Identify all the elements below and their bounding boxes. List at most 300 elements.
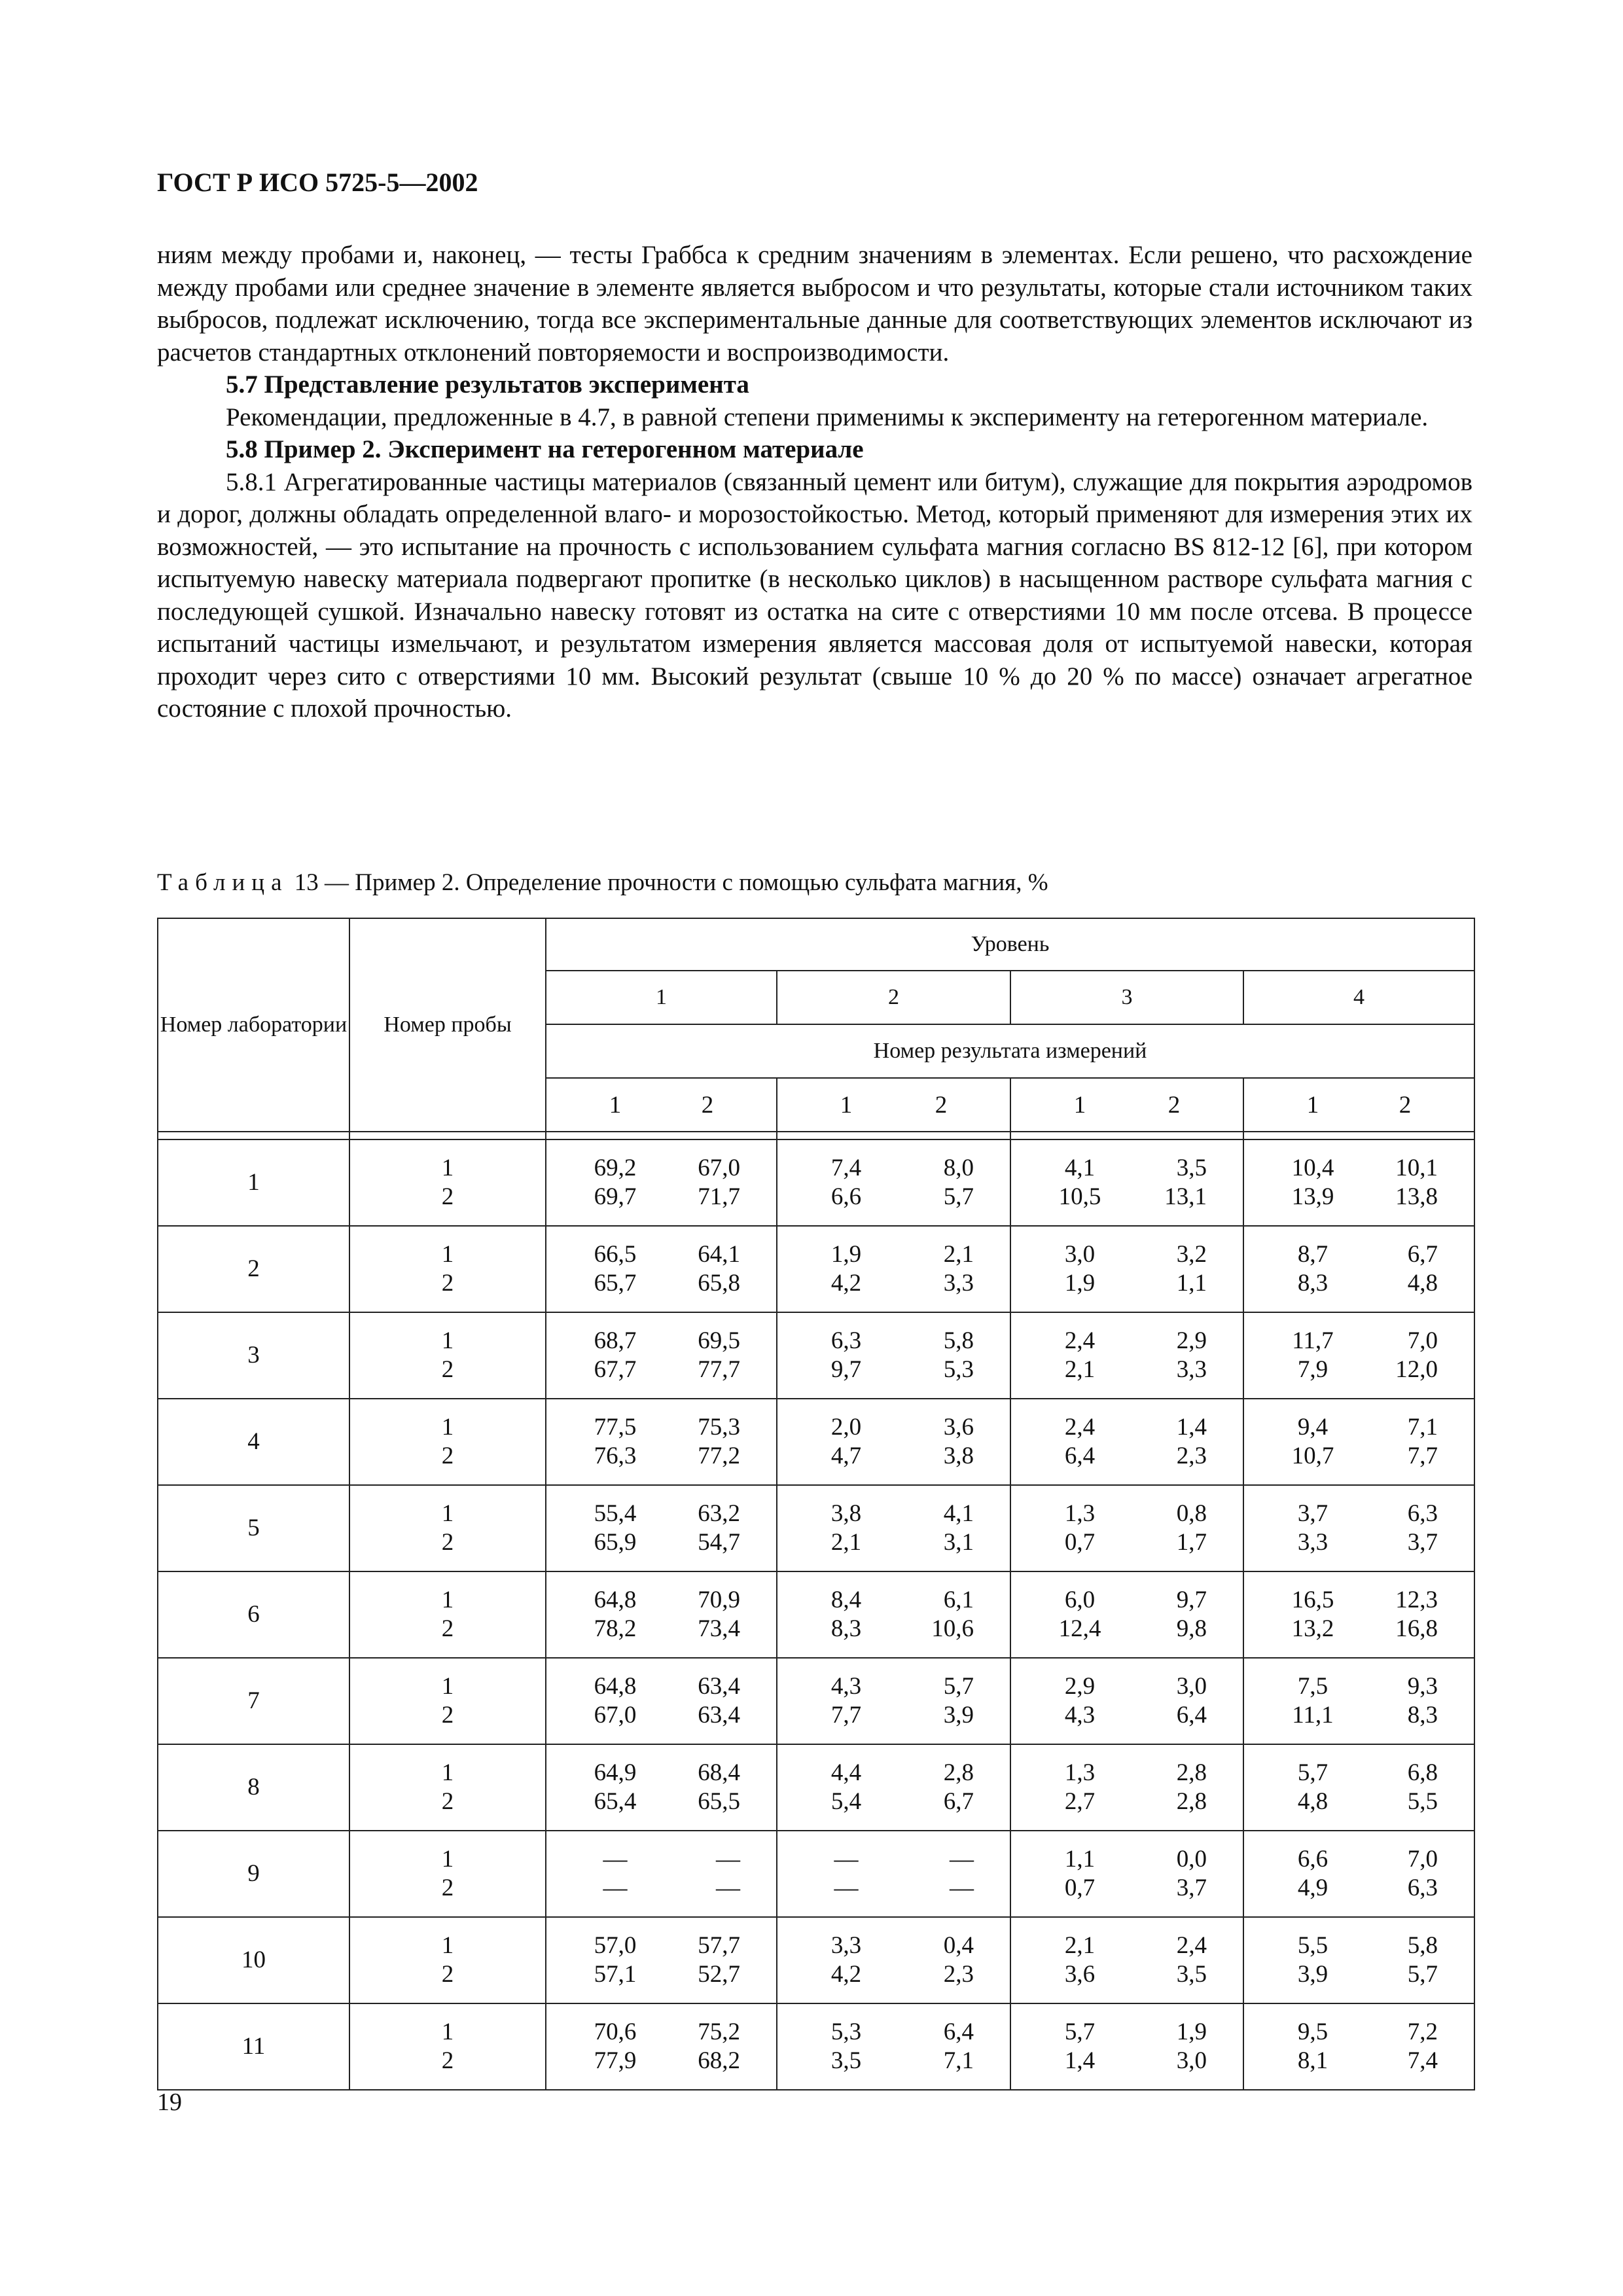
table-row	[158, 1139, 1474, 1226]
measurement-value: 4,9	[1297, 1874, 1329, 1901]
measurement-value: 10,5	[1058, 1183, 1101, 1210]
value-pair	[1244, 1355, 1474, 1384]
measurement-value: 67,7	[594, 1356, 637, 1383]
measurement-value: 5,5	[1407, 1788, 1438, 1815]
measurement-value: 1,7	[1176, 1529, 1207, 1556]
result-num: 1	[1306, 1091, 1319, 1119]
measurement-value: 2,4	[1064, 1327, 1096, 1354]
measurement-value: —	[716, 1874, 740, 1901]
table-caption	[157, 869, 1048, 897]
sample-number: 1	[441, 1673, 454, 1700]
result-num: 2	[935, 1091, 948, 1119]
lab-number-cell: 10	[158, 1917, 349, 2003]
level-4-values-cell	[1243, 1831, 1474, 1917]
result-num: 1	[609, 1091, 622, 1119]
measurement-value: 12,4	[1058, 1615, 1101, 1642]
level-2-values-cell	[777, 1139, 1010, 1226]
measurement-value: 16,5	[1291, 1587, 1334, 1613]
measurement-value: 13,9	[1291, 1183, 1334, 1210]
measurement-value: 57,7	[698, 1932, 740, 1959]
value-pair	[546, 1960, 776, 1989]
measurement-value: 11,1	[1292, 1702, 1334, 1729]
level-3-values-cell	[1010, 1139, 1243, 1226]
measurement-value: 8,7	[1297, 1241, 1329, 1268]
header-separator	[158, 1132, 1474, 1139]
level-3-values-cell	[1010, 1831, 1243, 1917]
value-pair	[1244, 1845, 1474, 1874]
measurement-value: 3,7	[1176, 1874, 1207, 1901]
measurement-value: 6,3	[1407, 1874, 1438, 1901]
measurement-value: 2,1	[1064, 1932, 1096, 1959]
level-4-values-cell	[1243, 1744, 1474, 1831]
measurement-value: 65,8	[698, 1270, 740, 1297]
value-pair	[1011, 1615, 1243, 1643]
header-level-2-results	[777, 1078, 1010, 1132]
table-row	[158, 1831, 1474, 1917]
value-pair	[777, 1787, 1010, 1816]
lab-number-cell: 9	[158, 1831, 349, 1917]
measurement-value: 55,4	[594, 1500, 637, 1527]
value-pair	[1011, 2018, 1243, 2047]
measurement-value: 10,4	[1291, 1155, 1334, 1181]
level-3-values-cell	[1010, 1917, 1243, 2003]
measurement-value: 5,3	[830, 2018, 862, 2045]
value-pair	[777, 1413, 1010, 1442]
measurement-value: 5,8	[943, 1327, 974, 1354]
measurement-value: 57,1	[594, 1961, 637, 1988]
value-pair	[1244, 1672, 1474, 1701]
measurement-value: 7,4	[830, 1155, 862, 1181]
value-pair	[777, 1183, 1010, 1211]
measurement-value: 65,7	[594, 1270, 637, 1297]
level-1-values-cell	[546, 1485, 777, 1571]
measurement-value: —	[603, 1846, 628, 1873]
measurement-value: 68,7	[594, 1327, 637, 1354]
sample-number: 1	[441, 1587, 454, 1613]
value-pair	[777, 1586, 1010, 1615]
sample-number: 1	[441, 1414, 454, 1441]
measurement-value: 73,4	[698, 1615, 740, 1642]
value-pair	[546, 1586, 776, 1615]
sample-number-cell	[349, 1226, 546, 1312]
measurement-value: 4,7	[830, 1443, 862, 1469]
measurement-value: 2,1	[1064, 1356, 1096, 1383]
measurement-value: 6,6	[830, 1183, 862, 1210]
measurement-value: 6,4	[943, 2018, 974, 2045]
result-num: 2	[1399, 1091, 1412, 1119]
value-pair	[1011, 1845, 1243, 1874]
level-3-values-cell	[1010, 1312, 1243, 1399]
value-pair	[1011, 1154, 1243, 1183]
value-pair	[777, 1615, 1010, 1643]
table-caption-text: 13 — Пример 2. Определение прочности с помощью сульфата магния, %	[294, 869, 1048, 896]
value-pair	[777, 1701, 1010, 1730]
measurement-value: 69,7	[594, 1183, 637, 1210]
lab-number-cell: 3	[158, 1312, 349, 1399]
measurement-value: 5,5	[1297, 1932, 1329, 1959]
measurement-value: 3,9	[943, 1702, 974, 1729]
value-pair	[1011, 1672, 1243, 1701]
value-pair	[777, 1327, 1010, 1355]
measurement-value: 8,3	[1407, 1702, 1438, 1729]
level-4-values-cell	[1243, 1485, 1474, 1571]
measurement-value: 4,2	[830, 1961, 862, 1988]
measurement-value: 3,8	[830, 1500, 862, 1527]
header-level: Уровень	[546, 918, 1474, 971]
measurement-value: 1,3	[1064, 1500, 1096, 1527]
sample-number: 1	[441, 1759, 454, 1786]
measurement-value: 70,9	[698, 1587, 740, 1613]
value-pair	[546, 1528, 776, 1557]
value-pair	[1011, 1759, 1243, 1787]
measurement-value: 7,9	[1297, 1356, 1329, 1383]
paragraph-5-7: Рекомендации, предложенные в 4.7, в равной степени применимы к эксперименту на гетерогенном материале.	[226, 403, 1429, 431]
measurement-value: 0,8	[1176, 1500, 1207, 1527]
measurement-value: 2,9	[1064, 1673, 1096, 1700]
value-pair	[1011, 1183, 1243, 1211]
value-pair	[546, 1874, 776, 1903]
measurement-value: 13,8	[1395, 1183, 1438, 1210]
value-pair	[546, 1240, 776, 1269]
sample-number: 2	[441, 1961, 454, 1988]
lab-number-cell: 8	[158, 1744, 349, 1831]
measurement-value: 6,3	[830, 1327, 862, 1354]
measurement-value: 5,7	[943, 1673, 974, 1700]
value-pair	[777, 2018, 1010, 2047]
table-row	[158, 1399, 1474, 1485]
level-3-values-cell	[1010, 1744, 1243, 1831]
measurement-value: 70,6	[594, 2018, 637, 2045]
measurement-value: 3,5	[1176, 1155, 1207, 1181]
level-4-values-cell	[1243, 1312, 1474, 1399]
measurement-value: 6,7	[1407, 1241, 1438, 1268]
value-pair	[1011, 1931, 1243, 1960]
value-pair	[1244, 1154, 1474, 1183]
measurement-value: 3,7	[1297, 1500, 1329, 1527]
value-pair	[1244, 1269, 1474, 1298]
measurement-value: 2,0	[830, 1414, 862, 1441]
measurement-value: 1,4	[1176, 1414, 1207, 1441]
level-4-values-cell	[1243, 1139, 1474, 1226]
measurement-value: 3,0	[1064, 1241, 1096, 1268]
level-1-values-cell	[546, 1139, 777, 1226]
sample-number: 2	[441, 1443, 454, 1469]
value-pair	[1011, 2047, 1243, 2075]
level-2-values-cell	[777, 1399, 1010, 1485]
level-3-values-cell	[1010, 1571, 1243, 1658]
header-sample-number: Номер пробы	[349, 918, 546, 1132]
sample-number: 1	[441, 1846, 454, 1873]
measurement-value: 68,2	[698, 2047, 740, 2074]
header-level-3: 3	[1010, 971, 1243, 1024]
header-level-4: 4	[1243, 971, 1474, 1024]
measurement-value: —	[716, 1846, 740, 1873]
sample-number: 1	[441, 1932, 454, 1959]
value-pair	[1244, 1931, 1474, 1960]
value-pair	[1244, 1874, 1474, 1903]
value-pair	[1244, 1701, 1474, 1730]
measurement-value: 2,3	[1176, 1443, 1207, 1469]
value-pair	[546, 1355, 776, 1384]
measurement-value: 6,3	[1407, 1500, 1438, 1527]
sample-number-cell	[349, 1917, 546, 2003]
page-number: 19	[157, 2089, 182, 2116]
measurement-value: 3,6	[1064, 1961, 1096, 1988]
level-1-values-cell	[546, 1399, 777, 1485]
measurement-value: 1,9	[1064, 1270, 1096, 1297]
table-caption-word: Таблица	[157, 869, 289, 896]
measurement-value: 1,1	[1064, 1846, 1096, 1873]
measurement-value: 13,1	[1164, 1183, 1207, 1210]
measurement-value: 9,4	[1297, 1414, 1329, 1441]
value-pair	[1244, 1960, 1474, 1989]
sample-number-cell	[349, 1571, 546, 1658]
level-1-values-cell	[546, 1312, 777, 1399]
body-text	[157, 239, 1472, 725]
level-2-values-cell	[777, 2003, 1010, 2090]
table-row	[158, 1312, 1474, 1399]
measurement-value: —	[834, 1874, 859, 1901]
measurement-value: 8,4	[830, 1587, 862, 1613]
value-pair	[777, 1672, 1010, 1701]
measurement-value: 3,3	[1176, 1356, 1207, 1383]
result-num: 1	[1073, 1091, 1086, 1119]
level-2-values-cell	[777, 1831, 1010, 1917]
measurement-value: 5,7	[943, 1183, 974, 1210]
sample-number: 2	[441, 1874, 454, 1901]
measurement-value: 78,2	[594, 1615, 637, 1642]
level-4-values-cell	[1243, 1571, 1474, 1658]
value-pair	[546, 1154, 776, 1183]
measurement-value: 2,7	[1064, 1788, 1096, 1815]
measurement-value: 0,7	[1064, 1874, 1096, 1901]
value-pair	[1011, 1442, 1243, 1471]
measurement-value: 3,5	[830, 2047, 862, 2074]
measurement-value: 69,2	[594, 1155, 637, 1181]
level-4-values-cell	[1243, 1226, 1474, 1312]
document-header: ГОСТ Р ИСО 5725-5—2002	[157, 168, 478, 197]
measurement-value: 1,4	[1064, 2047, 1096, 2074]
measurement-value: 0,4	[943, 1932, 974, 1959]
measurement-value: 3,6	[943, 1414, 974, 1441]
value-pair	[777, 1154, 1010, 1183]
level-1-values-cell	[546, 1917, 777, 2003]
level-1-values-cell	[546, 2003, 777, 2090]
lab-number-cell: 5	[158, 1485, 349, 1571]
level-3-values-cell	[1010, 1658, 1243, 1744]
value-pair	[1011, 1413, 1243, 1442]
level-2-values-cell	[777, 1744, 1010, 1831]
measurement-value: 7,7	[1407, 1443, 1438, 1469]
measurement-value: —	[834, 1846, 859, 1873]
measurement-value: 2,4	[1064, 1414, 1096, 1441]
measurement-value: 8,1	[1297, 2047, 1329, 2074]
measurement-value: 77,2	[698, 1443, 740, 1469]
table-row	[158, 1744, 1474, 1831]
measurement-value: 8,0	[943, 1155, 974, 1181]
measurement-value: 9,7	[830, 1356, 862, 1383]
value-pair	[546, 1413, 776, 1442]
measurement-value: 2,4	[1176, 1932, 1207, 1959]
level-3-values-cell	[1010, 2003, 1243, 2090]
value-pair	[1011, 1701, 1243, 1730]
value-pair	[777, 1845, 1010, 1874]
measurement-value: 3,5	[1176, 1961, 1207, 1988]
measurement-value: 5,4	[830, 1788, 862, 1815]
sample-number-cell	[349, 2003, 546, 2090]
value-pair	[1011, 1269, 1243, 1298]
value-pair	[546, 2018, 776, 2047]
measurement-value: 2,9	[1176, 1327, 1207, 1354]
measurement-value: 9,7	[1176, 1587, 1207, 1613]
measurement-value: 5,3	[943, 1356, 974, 1383]
measurement-value: 3,2	[1176, 1241, 1207, 1268]
value-pair	[546, 1701, 776, 1730]
measurement-value: 63,4	[698, 1702, 740, 1729]
measurement-value: 65,9	[594, 1529, 637, 1556]
measurement-value: 5,8	[1407, 1932, 1438, 1959]
value-pair	[1244, 2047, 1474, 2075]
measurement-value: 75,3	[698, 1414, 740, 1441]
value-pair	[1244, 1759, 1474, 1787]
value-pair	[777, 1874, 1010, 1903]
sample-number: 1	[441, 1327, 454, 1354]
measurement-value: 57,0	[594, 1932, 637, 1959]
result-num: 2	[701, 1091, 714, 1119]
value-pair	[777, 1931, 1010, 1960]
measurement-value: 8,3	[830, 1615, 862, 1642]
measurement-value: 1,3	[1064, 1759, 1096, 1786]
measurement-value: 5,7	[1297, 1759, 1329, 1786]
measurement-value: 2,1	[830, 1529, 862, 1556]
measurement-value: 54,7	[698, 1529, 740, 1556]
section-heading-5-7: 5.7 Представление результатов эксперимента	[226, 370, 749, 399]
lab-number-cell: 7	[158, 1658, 349, 1744]
measurement-value: 4,1	[1064, 1155, 1096, 1181]
measurement-value: 9,3	[1407, 1673, 1438, 1700]
paragraph-continuation: ниям между пробами и, наконец, — тесты Граббса к средним значениям в элементах. Если решено, что расхождение между пробами или среднее значение в элементе является выбросом и что результаты, которые стали источником таких выбросов, подлежат исключению, тогда все экспериментальные данные для соответствующих элементов исключают из расчетов стандартных отклонений повторяемости и воспроизводимости.	[157, 241, 1472, 367]
measurement-value: 12,3	[1395, 1587, 1438, 1613]
measurement-value: 0,0	[1176, 1846, 1207, 1873]
value-pair	[777, 1442, 1010, 1471]
value-pair	[1011, 1960, 1243, 1989]
sample-number: 2	[441, 1529, 454, 1556]
measurement-value: 75,2	[698, 2018, 740, 2045]
table-row	[158, 2003, 1474, 2090]
sample-number-cell	[349, 1744, 546, 1831]
measurement-value: 3,3	[1297, 1529, 1329, 1556]
level-3-values-cell	[1010, 1485, 1243, 1571]
measurement-value: 0,7	[1064, 1529, 1096, 1556]
level-4-values-cell	[1243, 1658, 1474, 1744]
measurement-value: 3,0	[1176, 2047, 1207, 2074]
header-level-1: 1	[546, 971, 777, 1024]
measurement-value: —	[950, 1874, 974, 1901]
value-pair	[777, 1960, 1010, 1989]
measurement-value: 12,0	[1395, 1356, 1438, 1383]
measurement-value: 6,8	[1407, 1759, 1438, 1786]
level-2-values-cell	[777, 1485, 1010, 1571]
value-pair	[1244, 1183, 1474, 1211]
level-2-values-cell	[777, 1658, 1010, 1744]
measurement-value: 77,9	[594, 2047, 637, 2074]
measurement-value: 7,0	[1407, 1327, 1438, 1354]
sample-number: 2	[441, 1615, 454, 1642]
measurement-value: 7,0	[1407, 1846, 1438, 1873]
table-body	[158, 918, 1474, 2090]
measurement-value: 5,7	[1064, 2018, 1096, 2045]
measurement-value: 68,4	[698, 1759, 740, 1786]
measurement-value: 7,1	[943, 2047, 974, 2074]
measurement-value: 3,3	[830, 1932, 862, 1959]
measurement-value: 7,1	[1407, 1414, 1438, 1441]
sample-number: 1	[441, 1155, 454, 1181]
value-pair	[777, 1355, 1010, 1384]
sample-number: 2	[441, 2047, 454, 2074]
lab-number-cell: 2	[158, 1226, 349, 1312]
value-pair	[1011, 1240, 1243, 1269]
value-pair	[546, 1672, 776, 1701]
section-heading-5-8: 5.8 Пример 2. Эксперимент на гетерогенном материале	[226, 435, 864, 463]
sample-number: 2	[441, 1183, 454, 1210]
measurement-value: 4,4	[830, 1759, 862, 1786]
measurement-value: 13,2	[1291, 1615, 1334, 1642]
measurement-value: —	[603, 1874, 628, 1901]
level-2-values-cell	[777, 1571, 1010, 1658]
measurement-value: 64,9	[594, 1759, 637, 1786]
measurement-value: 4,3	[1064, 1702, 1096, 1729]
sample-number: 1	[441, 2018, 454, 2045]
data-table	[157, 918, 1475, 2090]
value-pair	[546, 2047, 776, 2075]
table-row	[158, 1226, 1474, 1312]
measurement-value: 3,9	[1297, 1961, 1329, 1988]
value-pair	[1244, 1240, 1474, 1269]
header-lab-number: Номер лаборатории	[158, 918, 349, 1132]
measurement-value: 5,7	[1407, 1961, 1438, 1988]
header-result-number: Номер результата измерений	[546, 1024, 1474, 1078]
value-pair	[1244, 1413, 1474, 1442]
sample-number: 2	[441, 1356, 454, 1383]
value-pair	[1244, 1586, 1474, 1615]
measurement-value: 69,5	[698, 1327, 740, 1354]
result-num: 1	[840, 1091, 853, 1119]
sample-number: 2	[441, 1788, 454, 1815]
sample-number-cell	[349, 1399, 546, 1485]
lab-number-cell: 1	[158, 1139, 349, 1226]
measurement-value: 10,6	[931, 1615, 974, 1642]
measurement-value: 1,1	[1176, 1270, 1207, 1297]
value-pair	[1011, 1586, 1243, 1615]
table-row	[158, 1571, 1474, 1658]
value-pair	[1011, 1874, 1243, 1903]
measurement-value: 9,5	[1297, 2018, 1329, 2045]
level-1-values-cell	[546, 1744, 777, 1831]
sample-number-cell	[349, 1139, 546, 1226]
table-row	[158, 1658, 1474, 1744]
measurement-value: 4,8	[1297, 1788, 1329, 1815]
measurement-value: 2,8	[1176, 1759, 1207, 1786]
value-pair	[1244, 1528, 1474, 1557]
measurement-value: 10,1	[1395, 1155, 1438, 1181]
measurement-value: 4,1	[943, 1500, 974, 1527]
level-1-values-cell	[546, 1571, 777, 1658]
measurement-value: 3,8	[943, 1443, 974, 1469]
measurement-value: 71,7	[698, 1183, 740, 1210]
measurement-value: 3,0	[1176, 1673, 1207, 1700]
value-pair	[546, 1759, 776, 1787]
measurement-value: 76,3	[594, 1443, 637, 1469]
